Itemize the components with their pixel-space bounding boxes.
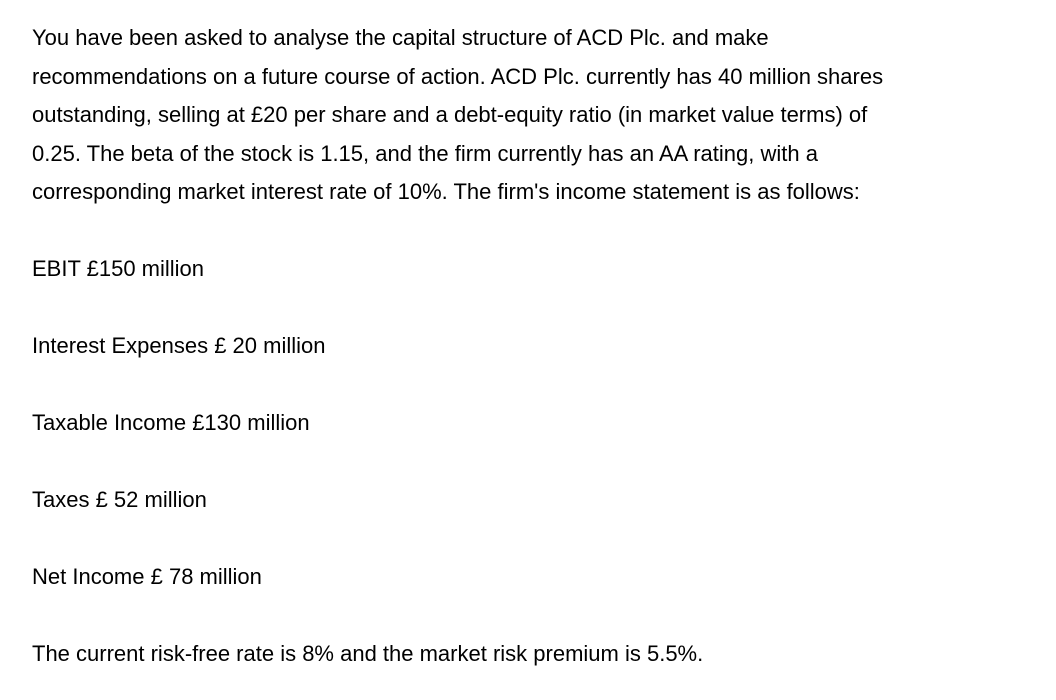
intro-line: recommendations on a future course of action. ACD Plc. currently has 40 million shares	[32, 63, 884, 89]
interest-expenses-line: Interest Expenses £ 20 million	[32, 333, 326, 358]
document-body	[32, 19, 1042, 674]
intro-line: 0.25. The beta of the stock is 1.15, and the firm currently has an AA rating, with a	[32, 140, 818, 166]
blank-line	[32, 520, 1042, 559]
net-income-line: Net Income £ 78 million	[32, 564, 262, 589]
intro-line: outstanding, selling at £20 per share and a debt-equity ratio (in market value terms) of	[32, 102, 868, 127]
blank-line	[32, 366, 1042, 405]
ebit-line: EBIT £150 million	[32, 256, 205, 281]
blank-line	[32, 597, 1042, 636]
intro-line: corresponding market interest rate of 10%. The firm's income statement is as follows:	[32, 179, 860, 204]
blank-line	[32, 289, 1042, 328]
taxes-line: Taxes £ 52 million	[32, 487, 207, 512]
blank-line	[32, 443, 1042, 482]
blank-line	[32, 212, 1042, 251]
intro-paragraph	[32, 19, 1042, 212]
intro-line: You have been asked to analyse the capital structure of ACD Plc. and make	[32, 25, 769, 50]
closing-sentence: The current risk-free rate is 8% and the market risk premium is 5.5%.	[32, 641, 704, 666]
taxable-income-line: Taxable Income £130 million	[32, 410, 310, 435]
